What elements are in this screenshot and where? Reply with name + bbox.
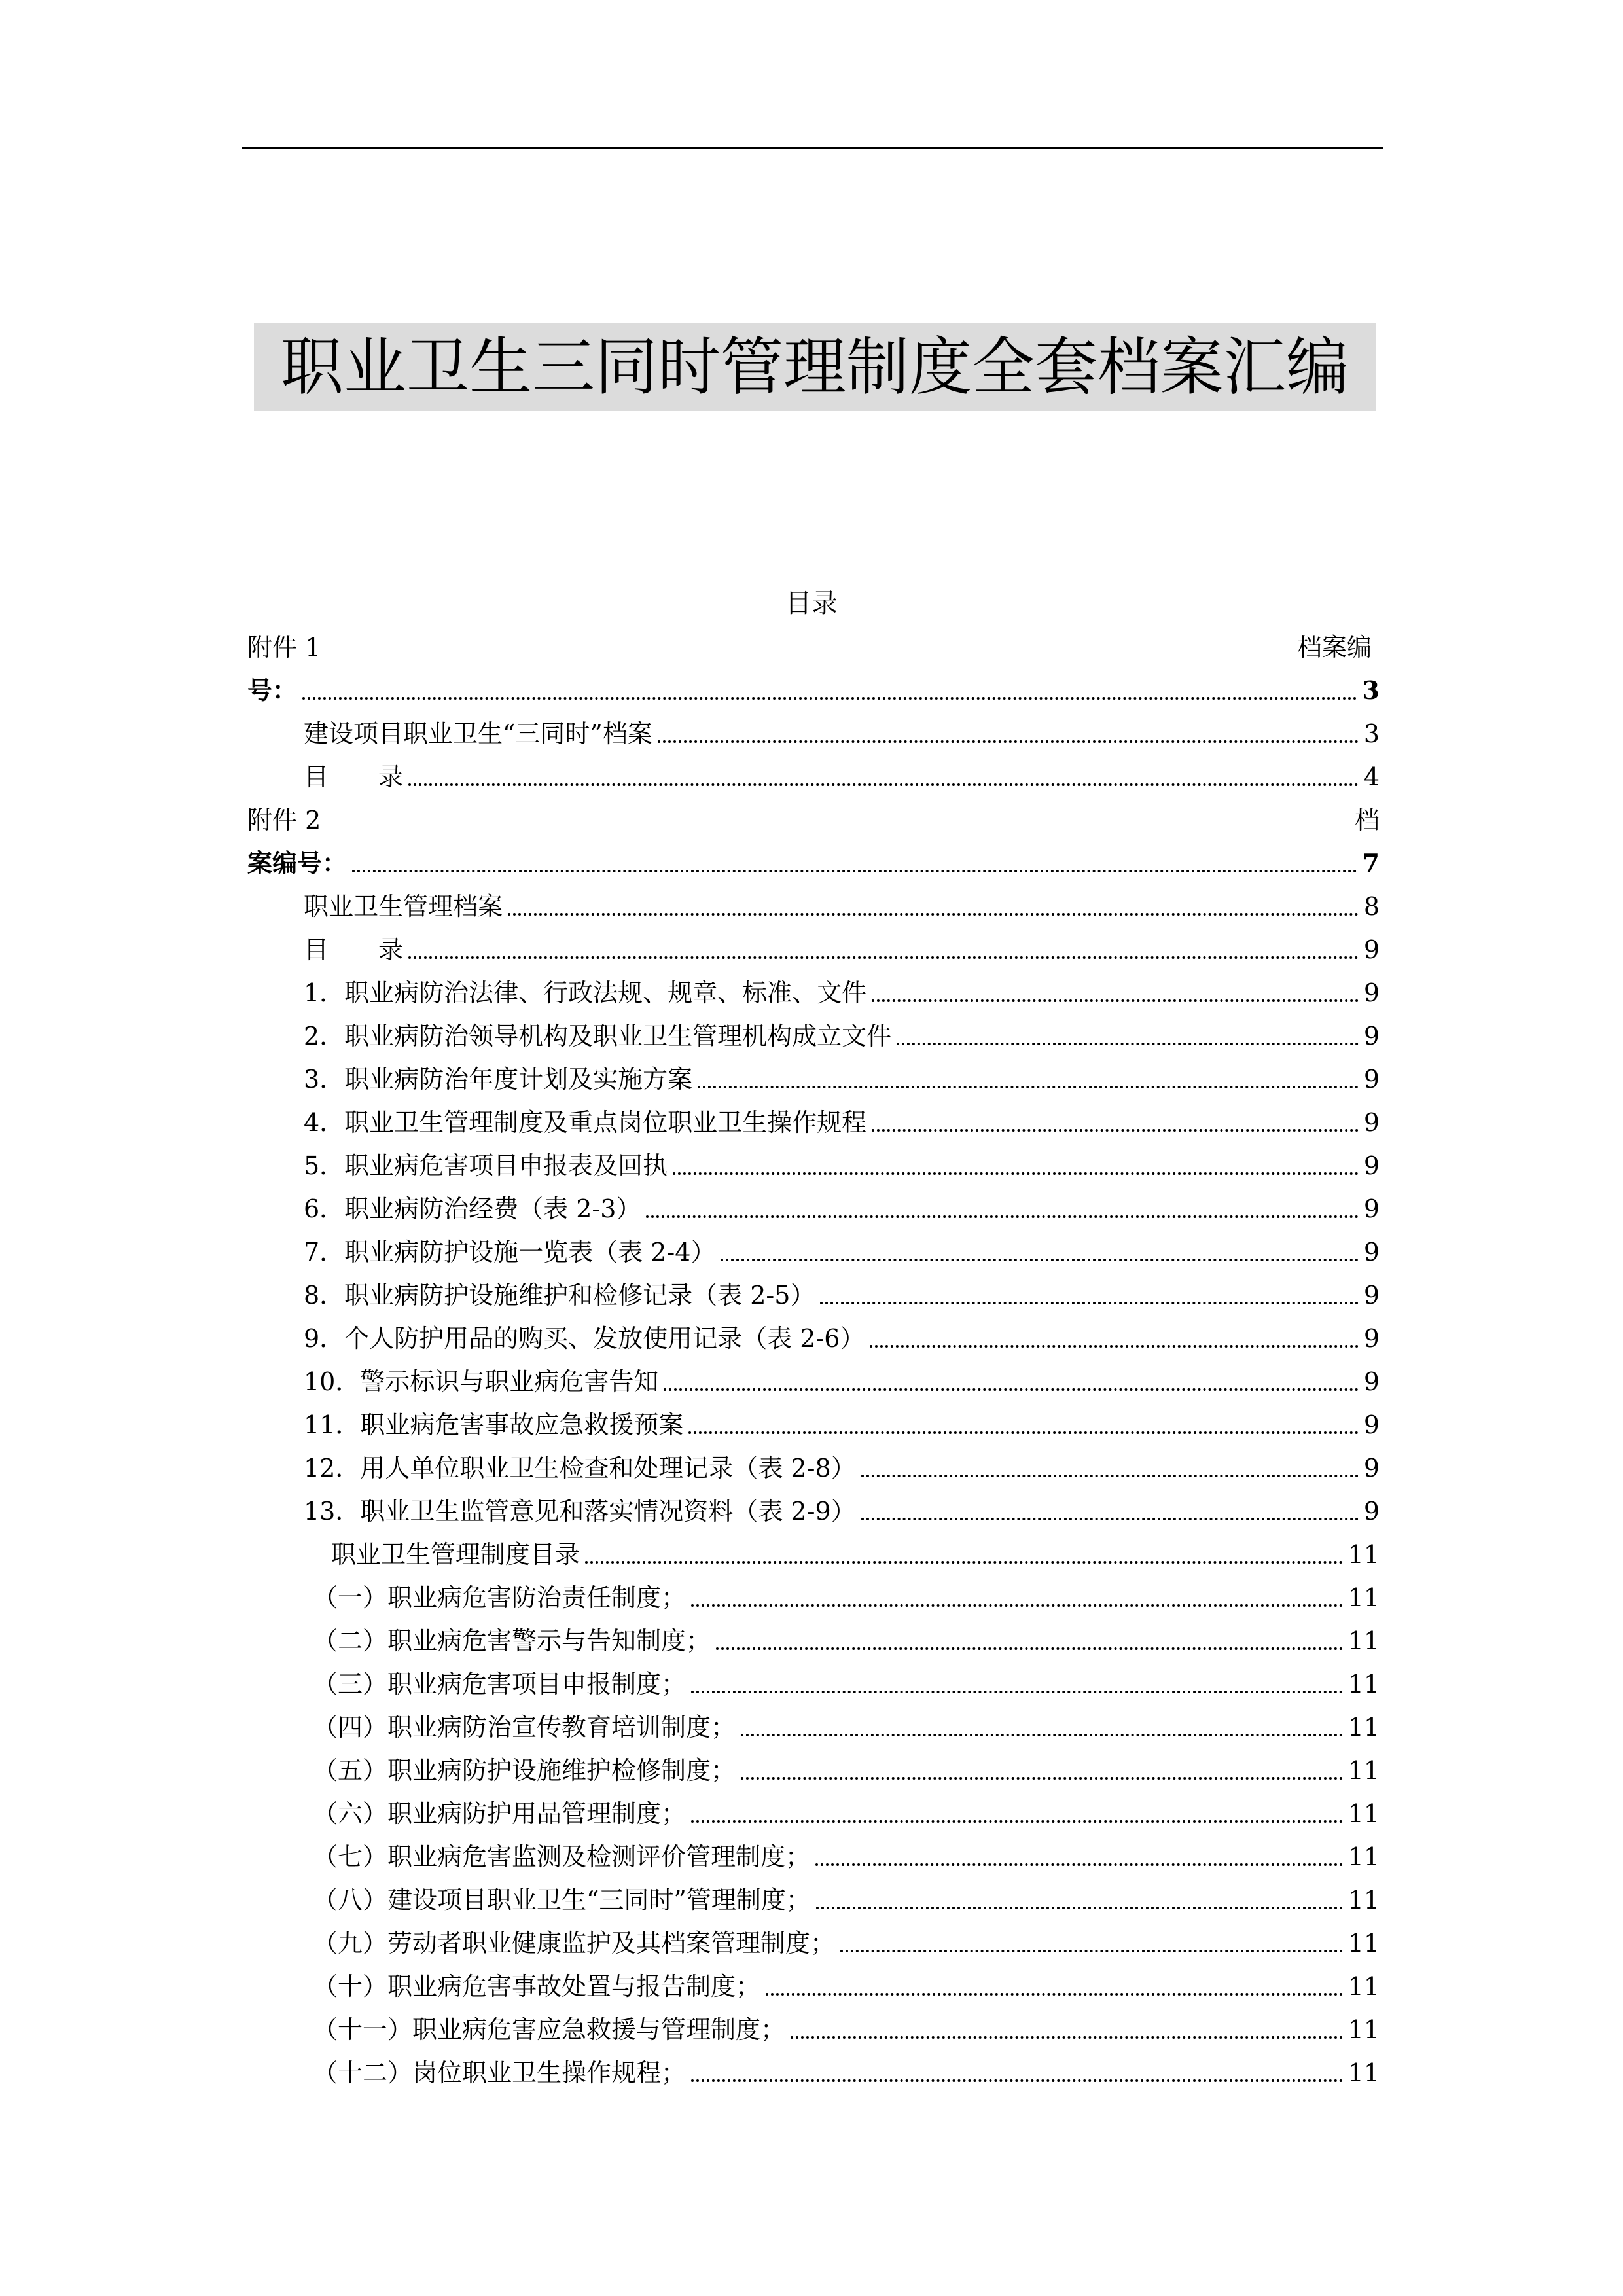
toc-entry-text: 1．职业病防治法律、行政法规、规章、标准、文件: [304, 978, 867, 1007]
toc-page-number: 9: [1363, 1238, 1380, 1266]
toc-entry[interactable]: [247, 1662, 1380, 1706]
toc-entry-text: （四）职业病防治宣传教育培训制度；: [313, 1713, 736, 1742]
toc-page-number: 11: [1347, 2015, 1380, 2044]
toc-page-number: 9: [1363, 978, 1380, 1007]
toc-attachment2-heading: [247, 798, 1380, 842]
toc-dot-leader: [840, 1950, 1343, 1952]
toc-dot-leader: [872, 1129, 1359, 1132]
toc-dot-leader: [721, 1259, 1358, 1261]
toc-dot-leader: [688, 1431, 1358, 1434]
toc-page-number: 11: [1347, 1756, 1380, 1785]
toc-entry-text: 4．职业卫生管理制度及重点岗位职业卫生操作规程: [304, 1108, 867, 1137]
toc-page-number: 9: [1363, 1151, 1380, 1180]
toc-entry-text: （七）职业病危害监测及检测评价管理制度；: [313, 1842, 811, 1871]
toc-page-number: 11: [1347, 1670, 1380, 1698]
toc-entry[interactable]: [247, 1014, 1380, 1058]
toc-attachment2-entry[interactable]: [247, 842, 1380, 885]
toc-entry-text: （九）劳动者职业健康监护及其档案管理制度；: [313, 1929, 836, 1958]
toc-dot-leader: [861, 1475, 1359, 1477]
toc-dot-leader: [691, 1691, 1343, 1693]
toc-entry-text: 10．警示标识与职业病危害告知: [304, 1367, 659, 1396]
toc-page-number: 9: [1363, 1410, 1380, 1439]
toc-page-number: 11: [1347, 2058, 1380, 2087]
toc-entry[interactable]: [247, 2008, 1380, 2051]
toc-dot-leader: [673, 1172, 1359, 1175]
toc-entry[interactable]: [247, 1230, 1380, 1274]
toc-entry-text: （八）建设项目职业卫生“三同时”管理制度；: [313, 1886, 811, 1914]
toc-page-number: 8: [1363, 892, 1380, 921]
toc-page-number: 9: [1363, 1065, 1380, 1094]
toc-entry[interactable]: [247, 1965, 1380, 2008]
toc-dot-leader: [716, 1647, 1343, 1650]
toc-entry[interactable]: [247, 1792, 1380, 1835]
toc-entry[interactable]: [247, 971, 1380, 1014]
toc-entry[interactable]: [247, 1749, 1380, 1792]
toc-dot-leader: [408, 956, 1359, 959]
toc-dot-leader: [352, 870, 1357, 872]
toc-entry[interactable]: [247, 928, 1380, 971]
toc-entry-text: （六）职业病防护用品管理制度；: [313, 1799, 687, 1828]
toc-entry[interactable]: [247, 1101, 1380, 1144]
toc-dot-leader: [508, 913, 1359, 916]
toc-page-number: 11: [1347, 1972, 1380, 2001]
toc-entry[interactable]: [247, 1274, 1380, 1317]
toc-entry-text: 12．用人单位职业卫生检查和处理记录（表 2-8）: [304, 1454, 856, 1482]
toc-entry-text: 11．职业病危害事故应急救援预案: [304, 1410, 684, 1439]
toc-entry-text: 目 录: [304, 935, 404, 964]
toc-entry[interactable]: [247, 1058, 1380, 1101]
toc-dot-leader: [691, 1604, 1343, 1607]
toc-dot-leader: [691, 1820, 1343, 1823]
toc-dot-leader: [861, 1518, 1359, 1520]
toc-attachment1-label: 附件 1: [247, 633, 321, 662]
toc-attachment2-label: 附件 2: [247, 806, 321, 834]
toc-entry[interactable]: [247, 1360, 1380, 1403]
toc-page-number: 9: [1363, 1281, 1380, 1310]
toc-page-number: 11: [1347, 1626, 1380, 1655]
toc-page-number: 11: [1347, 1713, 1380, 1742]
toc-entry-text: （十）职业病危害事故处置与报告制度；: [313, 1972, 761, 2001]
toc-attachment1-heading: [247, 626, 1380, 669]
toc-page-number: 9: [1363, 1194, 1380, 1223]
toc-entry-text: 9．个人防护用品的购买、发放使用记录（表 2-6）: [304, 1324, 865, 1353]
toc-page-number: 9: [1363, 935, 1380, 964]
toc-dot-leader: [302, 697, 1357, 700]
toc-entry-text: 职业卫生管理制度目录: [331, 1540, 580, 1569]
toc-dot-leader: [791, 2036, 1343, 2039]
toc-dot-leader: [816, 1907, 1343, 1909]
toc-entry-text: 6．职业病防治经费（表 2-3）: [304, 1194, 641, 1223]
toc-dot-leader: [691, 2079, 1343, 2082]
toc-entry-text: 8．职业病防护设施维护和检修记录（表 2-5）: [304, 1281, 815, 1310]
toc-entry-text: （五）职业病防护设施维护检修制度；: [313, 1756, 736, 1785]
toc-dot-leader: [872, 999, 1359, 1002]
toc-dot-leader: [741, 1777, 1343, 1780]
toc-page-number: 9: [1363, 1108, 1380, 1137]
toc-entry[interactable]: [247, 1403, 1380, 1446]
toc-page-number: 7: [1362, 848, 1380, 878]
toc-page-number: 11: [1347, 1929, 1380, 1958]
toc-dot-leader: [658, 740, 1359, 743]
toc-attachment1-label-right: 档案编: [1296, 633, 1372, 662]
toc-entry[interactable]: [247, 1144, 1380, 1187]
toc-page-number: 11: [1347, 1540, 1380, 1569]
toc-entry[interactable]: [247, 712, 1380, 755]
toc-entry-text: （十二）岗位职业卫生操作规程；: [313, 2058, 687, 2087]
toc-page-number: 11: [1347, 1842, 1380, 1871]
toc-dot-leader: [585, 1561, 1343, 1564]
toc-entry-text: 建设项目职业卫生“三同时”档案: [304, 719, 652, 748]
toc-page-number: 9: [1363, 1367, 1380, 1396]
toc-attachment1-continuation: 号：: [247, 675, 298, 705]
toc-heading: 目录: [785, 588, 838, 619]
toc-page-number: 11: [1347, 1583, 1380, 1612]
toc-entry[interactable]: [247, 1317, 1380, 1360]
toc-dot-leader: [698, 1086, 1359, 1088]
toc-entry[interactable]: [247, 2051, 1380, 2094]
toc-entry-text: 目 录: [304, 762, 404, 791]
toc-entry[interactable]: [247, 1533, 1380, 1576]
toc-entry[interactable]: [247, 1187, 1380, 1230]
toc-entry-text: （二）职业病危害警示与告知制度；: [313, 1626, 711, 1655]
toc-dot-leader: [408, 783, 1359, 786]
toc-entry-text: 13．职业卫生监管意见和落实情况资料（表 2-9）: [304, 1497, 856, 1526]
toc-page-number: 3: [1363, 719, 1380, 748]
toc-entry[interactable]: [247, 1706, 1380, 1749]
toc-dot-leader: [897, 1043, 1359, 1045]
document-title: 职业卫生三同时管理制度全套档案汇编: [254, 323, 1376, 411]
toc-page-number: 9: [1363, 1022, 1380, 1050]
toc-entry[interactable]: [247, 1835, 1380, 1878]
toc-entry[interactable]: [247, 1576, 1380, 1619]
toc-dot-leader: [815, 1863, 1343, 1866]
toc-entry[interactable]: [247, 1619, 1380, 1662]
toc-page-number: 3: [1362, 675, 1380, 705]
toc-entry-text: 职业卫生管理档案: [304, 892, 503, 921]
toc-dot-leader: [664, 1388, 1358, 1391]
toc-dot-leader: [741, 1734, 1343, 1736]
toc-page-number: 9: [1363, 1454, 1380, 1482]
toc-entry[interactable]: [247, 1922, 1380, 1965]
toc-dot-leader: [820, 1302, 1358, 1304]
toc-page-number: 9: [1363, 1324, 1380, 1353]
toc-entry-text: （三）职业病危害项目申报制度；: [313, 1670, 687, 1698]
toc-entry[interactable]: [247, 755, 1380, 798]
toc-page-number: 4: [1363, 762, 1380, 791]
toc-page-number: 11: [1347, 1799, 1380, 1828]
toc-entry-text: 2．职业病防治领导机构及职业卫生管理机构成立文件: [304, 1022, 892, 1050]
toc-page-number: 11: [1347, 1886, 1380, 1914]
toc-entry-text: 5．职业病危害项目申报表及回执: [304, 1151, 668, 1180]
toc-entry-text: （一）职业病危害防治责任制度；: [313, 1583, 687, 1612]
toc-attachment2-label-right: 档: [1354, 806, 1380, 834]
toc-dot-leader: [646, 1215, 1358, 1218]
toc-entry[interactable]: [247, 885, 1380, 928]
toc-entry-text: 7．职业病防护设施一览表（表 2-4）: [304, 1238, 716, 1266]
toc-dot-leader: [766, 1993, 1343, 1996]
toc-dot-leader: [870, 1345, 1358, 1348]
toc-attachment2-continuation: 案编号：: [247, 848, 348, 878]
toc-entry[interactable]: [247, 1490, 1380, 1533]
header-rule: [242, 147, 1383, 149]
toc-entry-text: 3．职业病防治年度计划及实施方案: [304, 1065, 693, 1094]
toc-page-number: 9: [1363, 1497, 1380, 1526]
toc-entry[interactable]: [247, 1878, 1380, 1922]
toc-entry[interactable]: [247, 1446, 1380, 1490]
toc-entry-text: （十一）职业病危害应急救援与管理制度；: [313, 2015, 786, 2044]
toc-attachment1-entry[interactable]: [247, 669, 1380, 712]
